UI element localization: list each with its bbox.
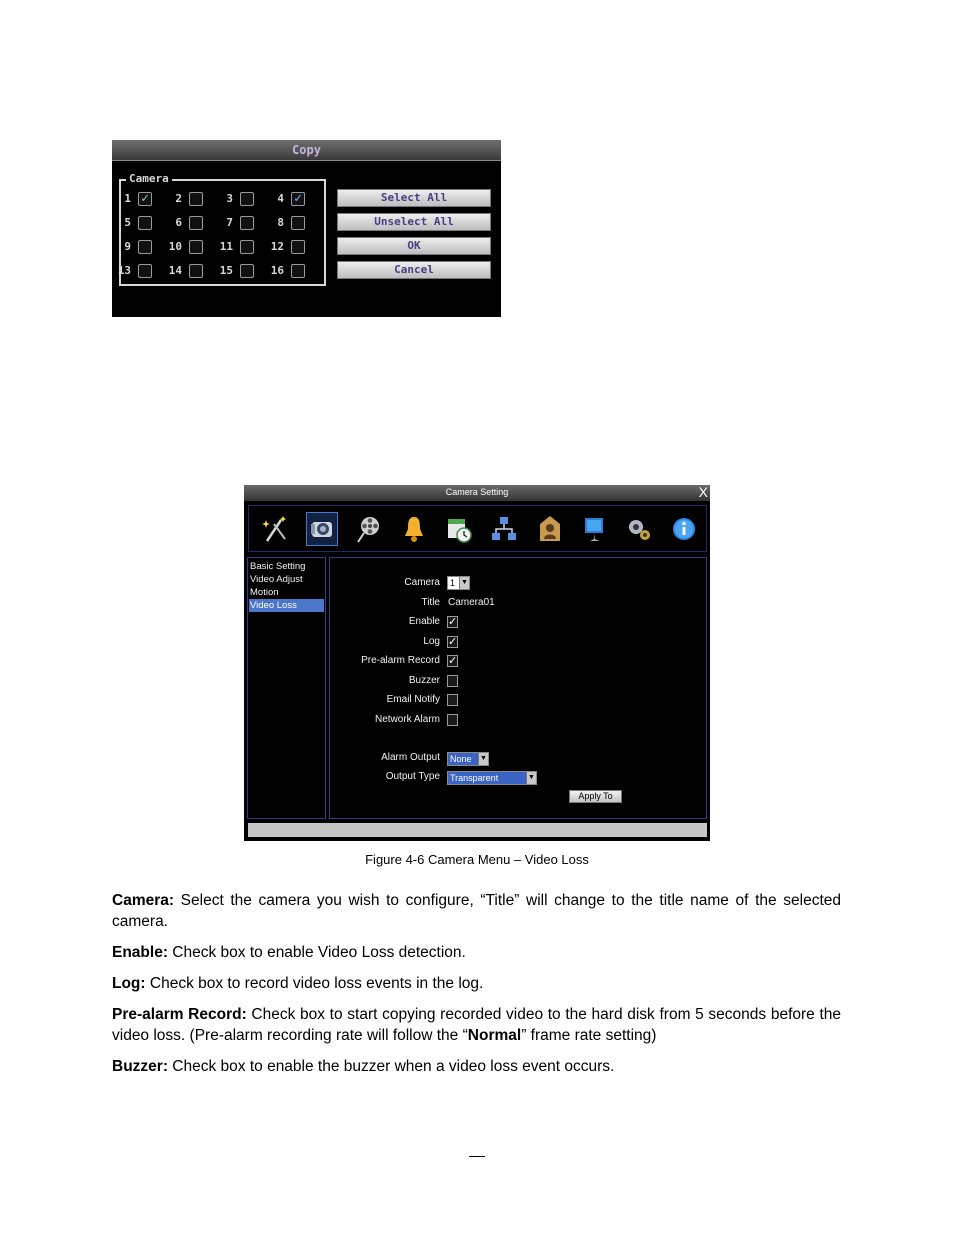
camera-checkbox[interactable] (240, 264, 254, 278)
network-icon[interactable] (488, 512, 520, 546)
output-type-select[interactable] (447, 771, 537, 785)
title-label: Title (421, 597, 440, 608)
output-type-value: Transparent (450, 773, 499, 783)
wand-icon[interactable] (259, 512, 291, 546)
chevron-down-icon: ▼ (526, 772, 536, 784)
camera-number: 8 (277, 216, 284, 229)
camera-number: 10 (168, 240, 182, 253)
camera-number: 13 (117, 264, 131, 277)
copy-dialog (112, 140, 501, 317)
ok-button[interactable]: OK (337, 237, 491, 255)
camera-number: 5 (124, 216, 131, 229)
bell-icon[interactable] (398, 512, 430, 546)
apply-to-button[interactable]: Apply To (569, 790, 622, 803)
prealarm-description-1: Check box to start copying recorded video to the hard disk from 5 seconds before the video loss. (Pre-alarm recording rate will follow the “ (112, 1006, 841, 1044)
camera-checkbox-item (215, 191, 265, 211)
camera-checkbox-item (164, 191, 214, 211)
camera-checkbox[interactable] (240, 216, 254, 230)
email-notify-checkbox[interactable] (447, 694, 458, 706)
copy-dialog-title: Copy (112, 140, 501, 161)
camera-number: 3 (226, 192, 233, 205)
enable-description: Check box to enable Video Loss detection. (172, 944, 466, 961)
camera-checkbox[interactable] (189, 264, 203, 278)
enable-term: Enable: (112, 944, 168, 961)
buzzer-paragraph (112, 1056, 841, 1077)
schedule-icon[interactable] (443, 512, 475, 546)
alarm-output-select[interactable] (447, 752, 489, 766)
close-icon[interactable]: X (698, 484, 708, 500)
normal-term: Normal (467, 1027, 522, 1044)
buzzer-label: Buzzer (408, 675, 440, 686)
camera-checkbox[interactable] (240, 192, 254, 206)
camera-checkbox-item (266, 215, 316, 235)
camera-checkbox[interactable] (138, 264, 152, 278)
buzzer-term: Buzzer: (112, 1058, 168, 1075)
page-number-line (469, 1156, 485, 1157)
log-description: Check box to record video loss events in the log. (149, 975, 484, 992)
camera-group (117, 172, 326, 286)
camera-checkbox[interactable] (189, 240, 203, 254)
cancel-button[interactable]: Cancel (337, 261, 491, 279)
settings-menu (247, 557, 326, 819)
info-icon[interactable] (668, 512, 700, 546)
menu-item-basic-setting[interactable]: Basic Setting (250, 561, 306, 572)
prealarm-paragraph (112, 1004, 841, 1046)
camera-paragraph (112, 890, 841, 932)
log-paragraph (112, 973, 841, 994)
camera-checkbox-item (266, 239, 316, 259)
prealarm-record-checkbox[interactable]: ✓ (448, 655, 458, 667)
camera-checkbox[interactable] (291, 216, 305, 230)
enable-label: Enable (408, 616, 440, 627)
camera-checkbox[interactable]: ✓ (291, 192, 305, 206)
camera-checkbox-item (113, 263, 163, 283)
camera-term: Camera: (112, 892, 175, 909)
camera-checkbox-item (266, 191, 316, 211)
camera-checkbox[interactable] (189, 192, 203, 206)
camera-number: 4 (277, 192, 284, 205)
menu-item-motion[interactable]: Motion (250, 587, 279, 598)
user-icon[interactable] (534, 512, 566, 546)
chevron-down-icon: ▼ (459, 577, 469, 589)
camera-checkbox[interactable] (291, 240, 305, 254)
network-alarm-checkbox[interactable] (447, 714, 458, 726)
title-value: Camera01 (448, 597, 495, 608)
camera-checkbox-item (215, 263, 265, 283)
network-alarm-label: Network Alarm (374, 714, 440, 725)
video-loss-panel (329, 557, 707, 819)
log-term: Log: (112, 975, 146, 992)
camera-number: 9 (124, 240, 131, 253)
camera-checkbox[interactable] (291, 264, 305, 278)
camera-checkbox-item (266, 263, 316, 283)
figure-caption: Figure 4-6 Camera Menu – Video Loss (365, 852, 589, 867)
alarm-output-value: None (450, 754, 472, 764)
camera-icon[interactable] (306, 512, 338, 546)
camera-checkbox-item (164, 215, 214, 235)
camera-description: Select the camera you wish to configure, “Title” will change to the title name of the selected camera. (112, 892, 842, 930)
log-label: Log (423, 636, 440, 647)
camera-setting-window (244, 485, 710, 841)
monitor-icon[interactable] (579, 512, 611, 546)
camera-number: 1 (124, 192, 131, 205)
camera-checkbox-item (113, 191, 163, 211)
status-bar (248, 823, 707, 837)
camera-number: 12 (270, 240, 284, 253)
camera-number: 6 (175, 216, 182, 229)
camera-checkbox[interactable] (189, 216, 203, 230)
camera-setting-title: Camera Setting (445, 487, 509, 497)
film-reel-icon[interactable] (352, 512, 384, 546)
enable-paragraph (112, 942, 841, 963)
email-notify-label: Email Notify (386, 694, 440, 705)
buzzer-description: Check box to enable the buzzer when a video loss event occurs. (172, 1058, 615, 1075)
chevron-down-icon: ▼ (478, 753, 488, 765)
camera-checkbox[interactable] (138, 240, 152, 254)
camera-checkbox-item (164, 239, 214, 259)
buzzer-checkbox[interactable] (447, 675, 458, 687)
camera-checkbox[interactable] (138, 216, 152, 230)
unselect-all-button[interactable]: Unselect All (337, 213, 491, 231)
log-checkbox[interactable]: ✓ (448, 636, 458, 648)
camera-number: 14 (168, 264, 182, 277)
camera-setting-titlebar (244, 485, 710, 501)
camera-label: Camera (404, 577, 440, 588)
menu-item-video-loss[interactable]: Video Loss (249, 599, 324, 612)
camera-group-label: Camera (126, 171, 172, 187)
camera-select-value: 1 (450, 578, 456, 588)
camera-checkbox[interactable] (240, 240, 254, 254)
camera-checkbox-item (113, 239, 163, 259)
camera-number: 2 (175, 192, 182, 205)
prealarm-record-label: Pre-alarm Record (361, 655, 440, 666)
prealarm-description-2: ” frame rate setting) (521, 1027, 657, 1044)
settings-toolbar (248, 505, 707, 552)
camera-checkbox[interactable]: ✓ (138, 192, 152, 206)
enable-checkbox[interactable]: ✓ (448, 616, 458, 628)
prealarm-term: Pre-alarm Record: (112, 1006, 247, 1023)
select-all-button[interactable]: Select All (337, 189, 491, 207)
camera-number: 15 (219, 264, 233, 277)
output-type-label: Output Type (385, 771, 440, 782)
camera-select[interactable] (447, 576, 470, 590)
camera-number: 16 (270, 264, 284, 277)
camera-number: 11 (219, 240, 233, 253)
camera-checkbox-item (215, 215, 265, 235)
camera-checkbox-item (164, 263, 214, 283)
gears-icon[interactable] (623, 512, 655, 546)
camera-checkbox-item (215, 239, 265, 259)
alarm-output-label: Alarm Output (381, 752, 440, 763)
camera-number: 7 (226, 216, 233, 229)
menu-item-video-adjust[interactable]: Video Adjust (250, 574, 303, 585)
camera-checkbox-item (113, 215, 163, 235)
